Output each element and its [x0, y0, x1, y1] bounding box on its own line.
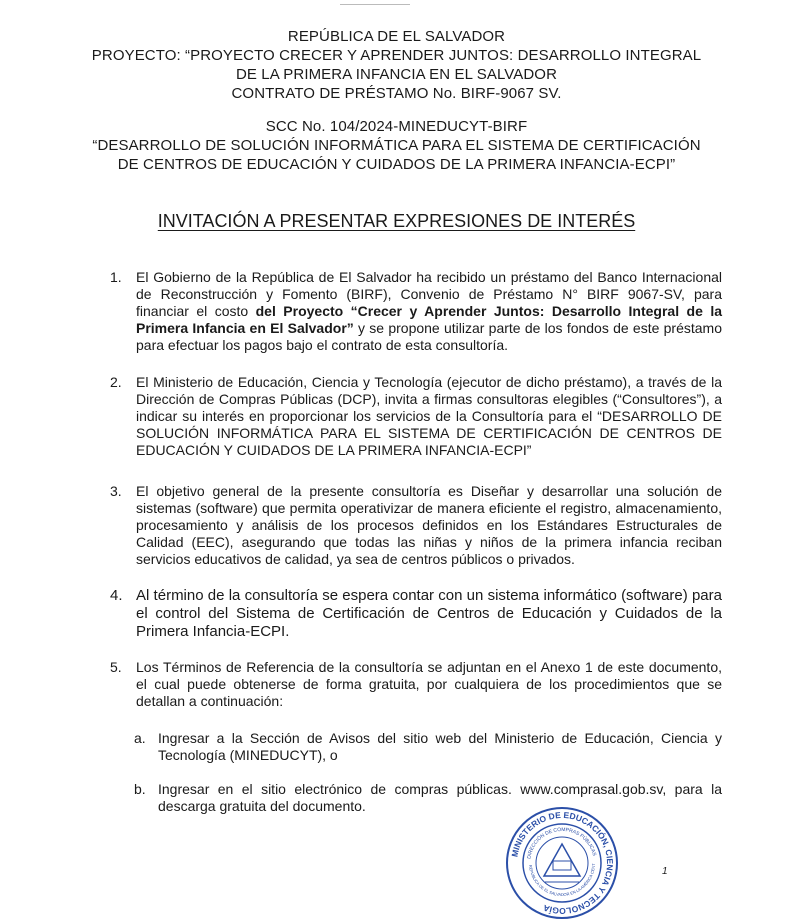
- list-item: [110, 269, 722, 354]
- list-item: [110, 483, 722, 568]
- scc-number: SCC No. 104/2024-MINEDUCYT-BIRF: [265, 118, 528, 135]
- item-number: 2.: [110, 374, 122, 390]
- sub-item-text: Ingresar a la Sección de Avisos del sitio web del Ministerio de Educación, Ciencia y Tecnología (MINEDUCYT), o: [158, 730, 722, 763]
- scc-header: [0, 117, 793, 174]
- item-text: Al término de la consultoría se espera contar con un sistema informático (software) para el control del Sistema de Certificación de Centros de Educación y Cuidados de la Primera Infancia-ECPI.: [136, 587, 722, 640]
- page-title: INVITACIÓN A PRESENTAR EXPRESIONES DE INTERÉS: [157, 211, 636, 231]
- list-item: [110, 587, 722, 641]
- item-number: 4.: [110, 587, 123, 604]
- svg-text:REPÚBLICA DE EL SALVADOR EN LA: REPÚBLICA DE EL SALVADOR EN LA AMÉRICA CENT: [528, 863, 597, 898]
- header-project-cont: DE LA PRIMERA INFANCIA EN EL SALVADOR: [235, 66, 558, 83]
- item-text: El Gobierno de la República de El Salvador ha recibido un préstamo del Banco Internacional de Reconstrucción y Fomento (BIRF), Convenio de Préstamo N° BIRF 9067-SV, para financiar el costo del Proyecto “Crecer y Aprender Juntos: Desarrollo Integral de la Primera Infancia en El Salvador” y se propone utilizar parte de los fondos de este préstamo para efectuar los pagos bajo el contrato de esta consultoría.: [136, 269, 723, 353]
- header-country: REPÚBLICA DE EL SALVADOR: [287, 28, 506, 45]
- official-seal-stamp: [505, 806, 619, 920]
- list-item: [110, 659, 722, 710]
- top-mark: [340, 0, 410, 5]
- sub-item-text: Ingresar en el sitio electrónico de compras públicas. www.comprasal.gob.sv, para la descarga gratuita del documento.: [158, 781, 722, 814]
- item-number: 5.: [110, 659, 122, 675]
- sub-list-item: [134, 730, 722, 764]
- item-text: El objetivo general de la presente consultoría es Diseñar y desarrollar una solución de sistemas (software) que permita operativizar de manera eficiente el registro, almacenamiento, procesamiento y análisis de los procesos definidos en los Estándares Estructurales de Calidad (EEC), asegurando que todas las niñas y niños de la primera infancia reciban servicios educativos de calidad, ya sea de centros públicos o privados.: [136, 483, 722, 567]
- item-text: Los Términos de Referencia de la consultoría se adjuntan en el Anexo 1 de este documento, el cual puede obtenerse de forma gratuita, por cualquiera de los procedimientos que se detallan a continuación:: [136, 659, 722, 709]
- sub-item-letter: b.: [134, 781, 146, 797]
- sub-item-letter: a.: [134, 730, 146, 746]
- scc-title-line1: “DESARROLLO DE SOLUCIÓN INFORMÁTICA PARA EL SISTEMA DE CERTIFICACIÓN: [92, 137, 701, 154]
- page-number: 1: [662, 866, 668, 877]
- svg-text:MINISTERIO DE EDUCACIÓN, CIENC: MINISTERIO DE EDUCACIÓN, CIENCIA Y TECNOLOGÍA: [509, 809, 616, 917]
- scc-title-line2: DE CENTROS DE EDUCACIÓN Y CUIDADOS DE LA PRIMERA INFANCIA-ECPI”: [117, 156, 676, 173]
- list-item: [110, 374, 722, 459]
- header-contract: CONTRATO DE PRÉSTAMO No. BIRF-9067 SV.: [231, 85, 562, 102]
- header-project: PROYECTO: “PROYECTO CRECER Y APRENDER JUNTOS: DESARROLLO INTEGRAL: [91, 47, 702, 64]
- document-header: [0, 27, 793, 103]
- svg-text:DIRECCIÓN DE COMPRAS PÚBLICAS: DIRECCIÓN DE COMPRAS PÚBLICAS: [526, 826, 598, 860]
- item-number: 1.: [110, 269, 122, 285]
- item-text: El Ministerio de Educación, Ciencia y Tecnología (ejecutor de dicho préstamo), a través de la Dirección de Compras Públicas (DCP), invita a firmas consultoras elegibles (“Consultores”), a indicar su interés en proporcionar los servicios de la Consultoría para el “DESARROLLO DE SOLUCIÓN INFORMÁTICA PARA EL SISTEMA DE CERTIFICACIÓN DE CENTROS DE EDUCACIÓN Y CUIDADOS DE LA PRIMERA INFANCIA-ECPI”: [136, 374, 722, 458]
- sub-list-item: [134, 781, 722, 815]
- item-number: 3.: [110, 483, 122, 499]
